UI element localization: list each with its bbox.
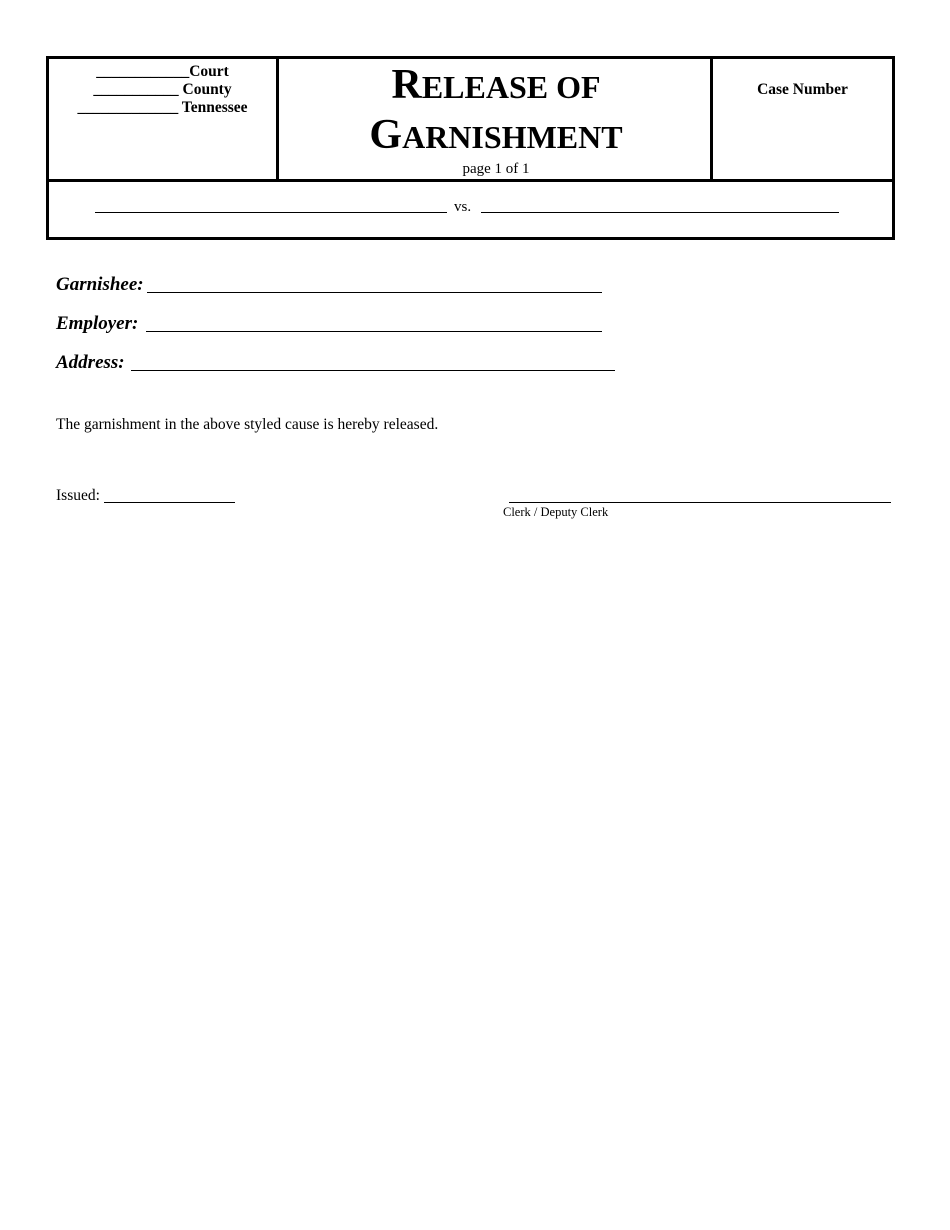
garnishee-field[interactable] xyxy=(147,292,602,293)
clerk-signature-field[interactable] xyxy=(509,502,891,503)
issued-date-field[interactable] xyxy=(104,502,235,503)
employer-field[interactable] xyxy=(146,331,602,332)
county-name-line[interactable]: ___________ County xyxy=(93,81,232,98)
plaintiff-field[interactable] xyxy=(95,212,447,213)
form-title-line-1: RELEASE OF xyxy=(391,62,601,108)
employer-label: Employer: xyxy=(56,313,139,334)
release-statement: The garnishment in the above styled cause is hereby released. xyxy=(56,416,439,433)
issued-label: Issued: xyxy=(56,487,100,504)
header-top-row xyxy=(49,59,892,182)
court-cell xyxy=(49,59,279,179)
versus-label: vs. xyxy=(454,199,472,215)
page-indicator: page 1 of 1 xyxy=(462,161,530,177)
case-number-cell[interactable] xyxy=(713,59,892,179)
state-name-line[interactable]: _____________ Tennessee xyxy=(77,99,248,116)
form-title-line-2: GARNISHMENT xyxy=(369,112,623,158)
garnishee-label: Garnishee: xyxy=(56,274,144,295)
defendant-field[interactable] xyxy=(481,212,839,213)
case-header xyxy=(46,56,895,240)
address-field[interactable] xyxy=(131,370,615,371)
parties-row xyxy=(49,182,892,237)
clerk-signature-caption: Clerk / Deputy Clerk xyxy=(503,505,609,519)
address-label: Address: xyxy=(56,352,125,373)
court-name-line[interactable]: ____________Court xyxy=(96,63,229,80)
case-number-label: Case Number xyxy=(757,81,848,98)
title-cell xyxy=(282,59,713,179)
